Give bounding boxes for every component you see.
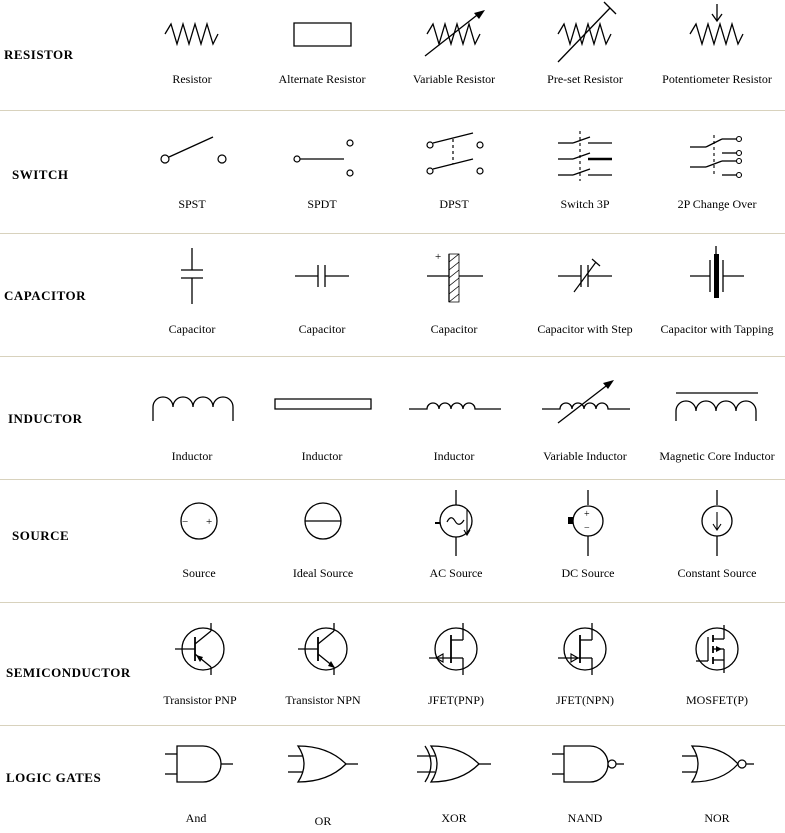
category-resistor: RESISTOR: [4, 47, 74, 62]
category-logic-gates: LOGIC GATES: [6, 770, 102, 785]
symbol-spdt: [257, 121, 387, 211]
label-variable-resistor: Variable Resistor: [412, 72, 496, 86]
symbol-2p-change-over: [652, 121, 782, 211]
category-switch: SWITCH: [12, 167, 69, 182]
label-switch-3p: Switch 3P: [560, 197, 610, 211]
label-spdt: SPDT: [307, 197, 337, 211]
source-plus-sign: +: [206, 516, 213, 528]
label-dc-source: DC Source: [561, 566, 615, 580]
label-transistor-pnp: Transistor PNP: [163, 693, 237, 707]
label-potentiometer-resistor: Potentiometer Resistor: [662, 72, 772, 86]
symbol-magnetic-core-inductor: [652, 367, 782, 463]
label-nor: NOR: [704, 811, 730, 825]
category-capacitor: CAPACITOR: [4, 288, 87, 303]
label-ideal-source: Ideal Source: [292, 566, 354, 580]
label-mosfet-p: MOSFET(P): [685, 693, 748, 707]
symbol-capacitor-with-step: [520, 242, 650, 336]
symbol-ideal-source: [258, 490, 388, 580]
symbol-preset-resistor: [520, 0, 650, 86]
row-logic-gates: [0, 726, 785, 833]
row-resistor: [0, 0, 785, 110]
symbol-dc-source: [523, 490, 653, 580]
symbol-capacitor-vertical: [127, 242, 257, 336]
symbol-dpst: [389, 121, 519, 211]
label-resistor: Resistor: [172, 72, 212, 86]
symbol-variable-resistor: [389, 0, 519, 86]
label-capacitor-3: Capacitor: [430, 322, 478, 336]
row-switch: [0, 111, 785, 233]
category-inductor: INDUCTOR: [8, 411, 83, 426]
label-spst: SPST: [178, 197, 206, 211]
symbol-ac-source: [391, 490, 521, 580]
category-source: SOURCE: [12, 528, 70, 543]
label-nand: NAND: [567, 811, 603, 825]
symbol-inductor-2: [257, 367, 387, 463]
symbol-potentiometer-resistor: [652, 0, 782, 86]
symbol-mosfet-p: [652, 613, 782, 707]
label-constant-source: Constant Source: [677, 566, 757, 580]
label-capacitor-2: Capacitor: [298, 322, 346, 336]
symbol-transistor-npn: [258, 613, 388, 707]
label-jfet-npn: JFET(NPN): [555, 693, 614, 707]
label-inductor-1: Inductor: [171, 449, 213, 463]
label-inductor-2: Inductor: [301, 449, 343, 463]
label-xor: XOR: [441, 811, 467, 825]
symbol-capacitor-with-tapping: [652, 242, 782, 336]
symbol-switch-3p: [520, 121, 650, 211]
row-source: [0, 480, 785, 602]
symbol-resistor: [127, 0, 257, 86]
symbol-jfet-npn: [520, 613, 650, 707]
category-semiconductor: SEMICONDUCTOR: [6, 665, 131, 680]
dc-plus-sign: +: [584, 509, 590, 520]
label-source: Source: [182, 566, 216, 580]
symbol-and-gate: [131, 736, 261, 825]
symbol-constant-source: [652, 490, 782, 580]
label-capacitor-1: Capacitor: [168, 322, 216, 336]
symbol-xor-gate: [389, 736, 519, 825]
label-2p-change-over: 2P Change Over: [677, 197, 757, 211]
symbol-variable-inductor: [520, 367, 650, 463]
symbol-or-gate: [258, 736, 388, 828]
label-jfet-pnp: JFET(PNP): [427, 693, 484, 707]
capacitor-plus-sign: +: [435, 251, 442, 263]
label-dpst: DPST: [439, 197, 469, 211]
row-semiconductor: [0, 603, 785, 725]
label-ac-source: AC Source: [429, 566, 483, 580]
symbol-alternate-resistor: [257, 0, 387, 86]
label-magnetic-core-inductor: Magnetic Core Inductor: [659, 449, 775, 463]
label-inductor-3: Inductor: [433, 449, 475, 463]
symbol-transistor-pnp: [135, 613, 265, 707]
label-transistor-npn: Transistor NPN: [285, 693, 361, 707]
symbol-capacitor-horizontal: [257, 242, 387, 336]
row-capacitor: [0, 234, 785, 356]
row-inductor: [0, 357, 785, 479]
label-variable-inductor: Variable Inductor: [543, 449, 627, 463]
label-capacitor-with-tapping: Capacitor with Tapping: [660, 322, 774, 336]
symbol-source: [134, 490, 264, 580]
symbol-capacitor-polarized: [389, 242, 519, 336]
symbol-inductor-1: [127, 367, 257, 463]
label-and: And: [185, 811, 207, 825]
symbol-inductor-3: [389, 367, 519, 463]
symbol-nand-gate: [520, 736, 650, 825]
label-capacitor-with-step: Capacitor with Step: [537, 322, 633, 336]
symbol-spst: [127, 121, 257, 211]
label-alternate-resistor: Alternate Resistor: [278, 72, 366, 86]
dc-minus-sign: −: [584, 523, 590, 534]
symbol-nor-gate: [652, 736, 782, 825]
label-preset-resistor: Pre-set Resistor: [547, 72, 623, 86]
symbol-jfet-pnp: [391, 613, 521, 707]
label-or: OR: [314, 814, 332, 828]
source-minus-sign: −: [182, 516, 189, 528]
